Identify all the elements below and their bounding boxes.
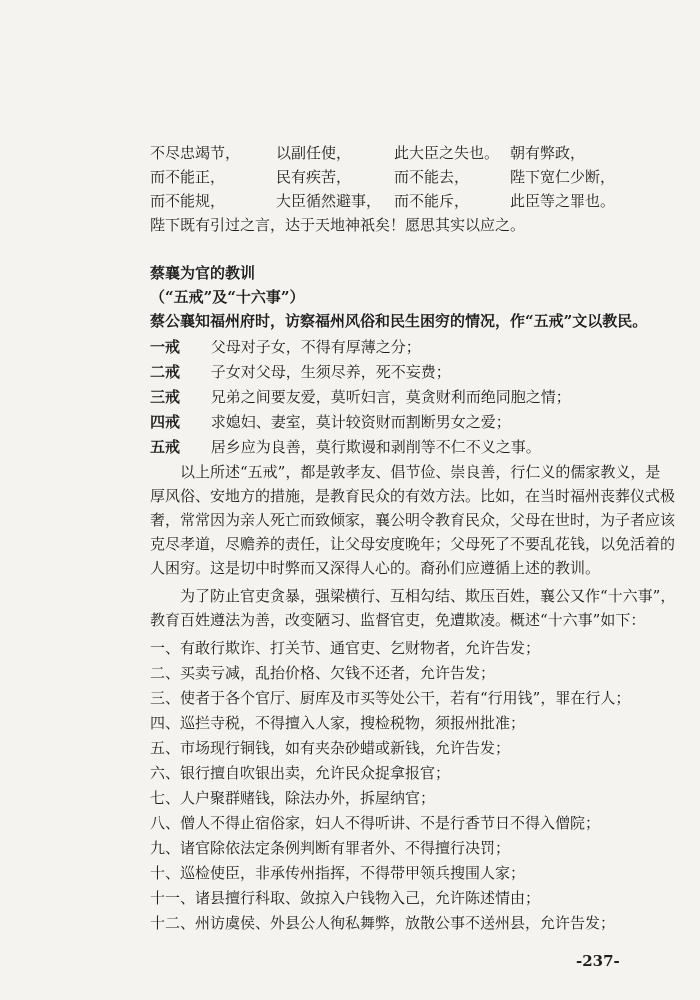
jie-item: [150, 436, 541, 457]
paragraph-line: 以上所述“五戒”，都是敦孝友、倡节俭、崇良善，行仁义的儒家教义，是: [150, 463, 661, 481]
verse-cell: 而不能正，: [150, 167, 226, 186]
sixteen-item: 十一、诸县擅行科取、敛掠入户钱物入己，允许陈述情由；: [150, 889, 541, 907]
paragraph-line: 奢，常常因为亲人死亡而致倾家，襄公明令教育民众，父母在世时，为子者应该: [150, 511, 676, 529]
memorial-verse: [150, 140, 620, 212]
jie-label: 一戒: [150, 338, 181, 356]
verse-cell: 而不能去，: [394, 167, 470, 186]
sixteen-item: 十、巡检使臣，非承传州指挥，不得带甲领兵搜围人家；: [150, 864, 526, 882]
sixteen-item: 三、使者于各个官厅、厨库及市买等处公干，若有“行用钱”，罪在行人；: [150, 689, 631, 707]
jie-text: 居乡应为良善，莫行欺谩和剥削等不仁不义之事。: [210, 438, 541, 456]
jie-label: 五戒: [150, 438, 181, 456]
sixteen-item: 一、有敢行欺诈、打关节、通官吏、乞财物者，允许告发；: [150, 639, 541, 657]
verse-row: [150, 140, 620, 164]
section-subtitle: （“五戒”及“十六事”）: [150, 288, 305, 306]
sixteen-item: 八、僧人不得止宿俗家，妇人不得听讲、不是行香节日不得入僧院；: [150, 814, 601, 832]
jie-label: 三戒: [150, 388, 181, 406]
jie-item: [150, 361, 451, 382]
sixteen-item: 六、银行擅自吹银出卖，允许民众捉拿报官；: [150, 764, 451, 782]
jie-item: [150, 336, 421, 357]
jie-item: [150, 386, 571, 407]
sixteen-item: 十二、州访虞侯、外县公人徇私舞弊，放散公事不送州县，允许告发；: [150, 914, 616, 932]
paragraph-line: 人困穷。这是切中时弊而又深得人心的。裔孙们应遵循上述的教训。: [150, 559, 601, 577]
verse-cell: 陛下宽仁少断，: [510, 167, 616, 186]
jie-text: 子女对父母，生须尽养，死不妄费；: [210, 363, 451, 381]
verse-cell: 此大臣之失也。: [394, 143, 500, 162]
verse-cell: 以副任使，: [276, 143, 352, 162]
sixteen-item: 四、巡拦寺税，不得擅入人家，搜检税物，须报州批准；: [150, 714, 526, 732]
paragraph-line: 教育百姓遵法为善，改变陋习、监督官吏，免遭欺凌。概述“十六事”如下：: [150, 611, 646, 629]
jie-label: 二戒: [150, 363, 181, 381]
verse-cell: 而不能规，: [150, 191, 226, 210]
jie-label: 四戒: [150, 413, 181, 431]
section-title: 蔡襄为官的教训: [150, 264, 256, 282]
verse-cell: 民有疾苦，: [276, 167, 352, 186]
paragraph-line: 克尽孝道，尽赡养的责任，让父母安度晚年；父母死了不要乱花钱，以免活着的: [150, 535, 676, 553]
verse-row: [150, 164, 620, 188]
sixteen-item: 七、人户聚群赌钱，除法办外，拆屋纳官；: [150, 789, 436, 807]
page-number: -237-: [576, 952, 620, 970]
jie-text: 兄弟之间要友爱，莫听妇言，莫贪财利而绝同胞之情；: [210, 388, 571, 406]
commentary-paragraph: [150, 460, 676, 580]
sixteen-item: 九、诸官除依法定条例判断有罪者外、不得擅行决罚；: [150, 839, 511, 857]
verse-closing: 陛下既有引过之言，达于天地神祇矣！愿思其实以应之。: [150, 216, 526, 234]
jie-text: 父母对子女，不得有厚薄之分；: [210, 338, 421, 356]
jie-text: 求媳妇、妻室，莫计较资财而割断男女之爱；: [210, 413, 511, 431]
verse-cell: 而不能斥，: [394, 191, 470, 210]
intro-line: 蔡公襄知福州府时，访察福州风俗和民生困穷的情况，作“五戒”文以教民。: [150, 312, 648, 330]
jie-item: [150, 411, 511, 432]
sixteen-item: 二、买卖亏减，乱抬价格、欠钱不还者，允许告发；: [150, 664, 496, 682]
paragraph-line: 为了防止官吏贪暴，强梁横行、互相勾结、欺压百姓，襄公又作“十六事”，: [150, 587, 676, 605]
verse-cell: 朝有弊政，: [510, 143, 586, 162]
verse-cell: 此臣等之罪也。: [510, 191, 616, 210]
verse-row: [150, 188, 620, 212]
verse-cell: 不尽忠竭节，: [150, 143, 241, 162]
sixteen-item: 五、市场现行铜钱，如有夹杂砂蜡或新钱，允许告发；: [150, 739, 511, 757]
sixteen-intro-paragraph: [150, 584, 676, 632]
verse-cell: 大臣循然避事，: [276, 191, 382, 210]
paragraph-line: 厚风俗、安地方的措施，是教育民众的有效方法。比如，在当时福州丧葬仪式极: [150, 487, 676, 505]
